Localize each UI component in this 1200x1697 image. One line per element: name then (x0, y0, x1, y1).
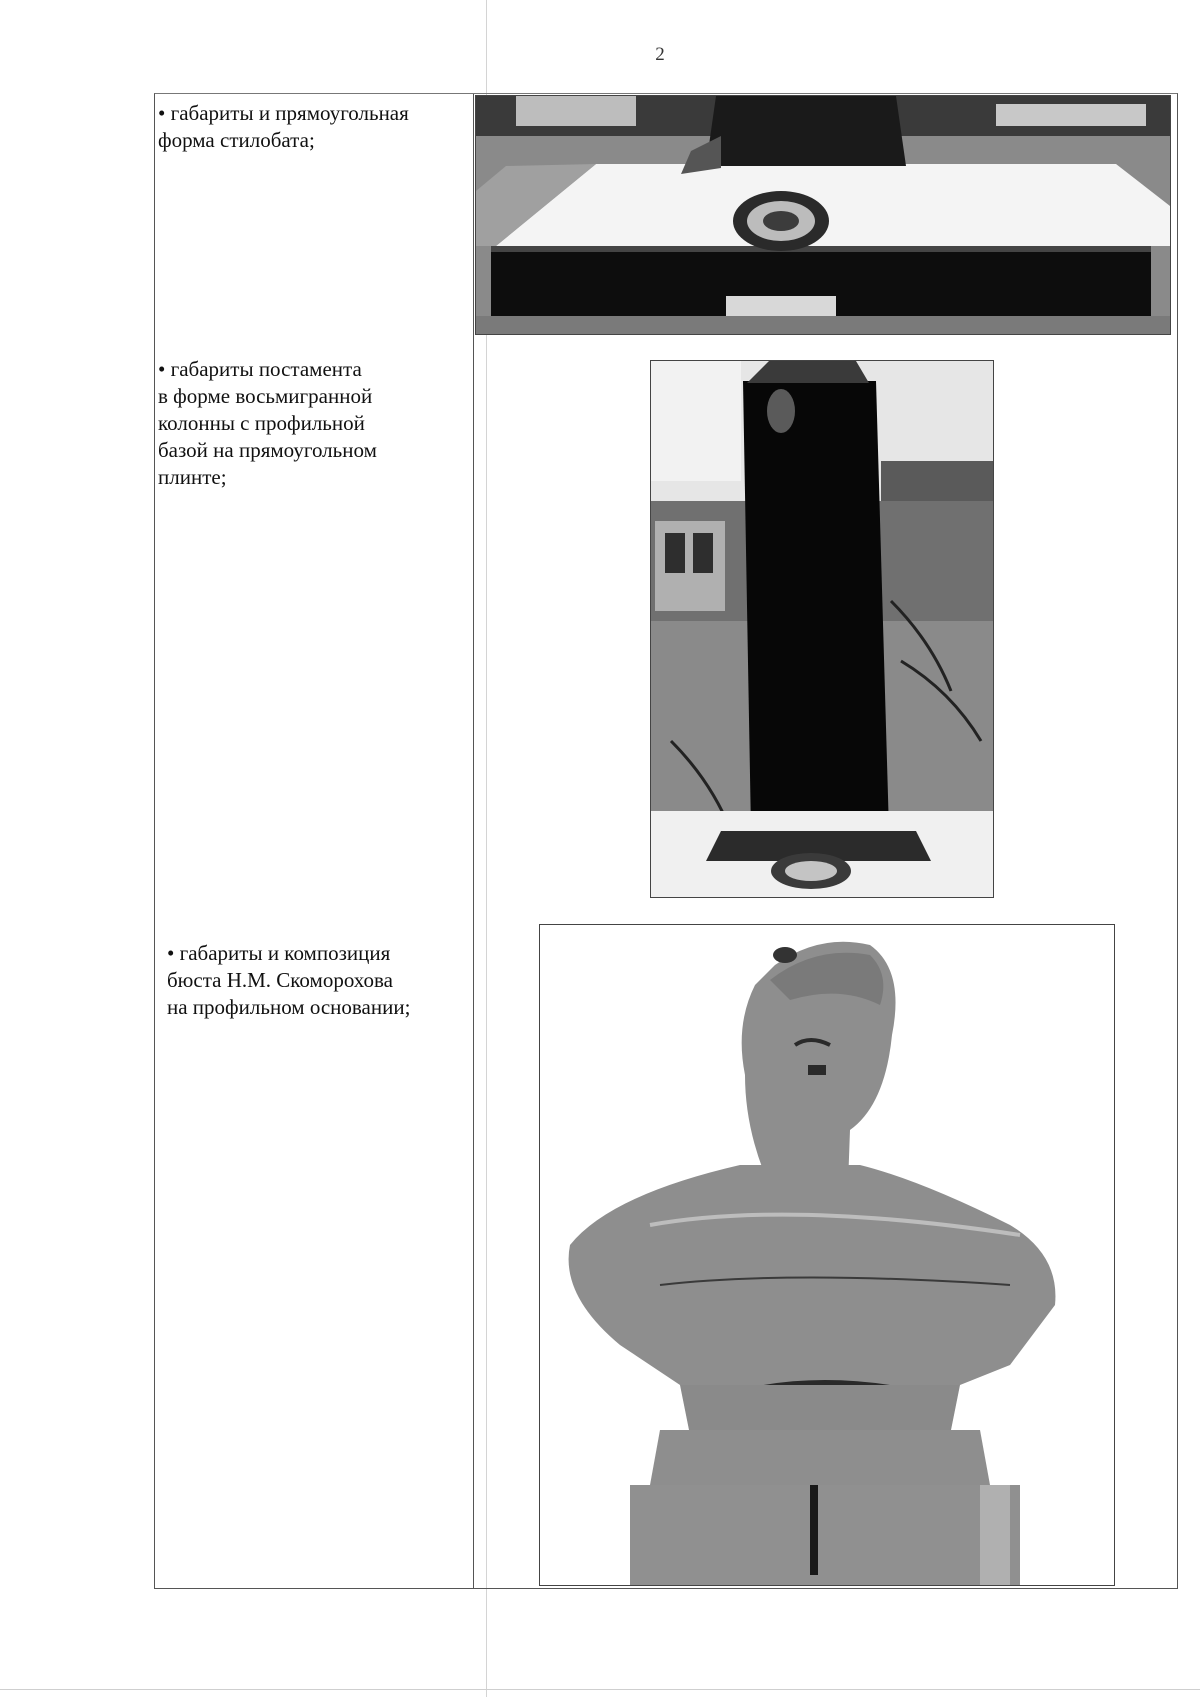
bullet: • (167, 941, 175, 965)
page-number: 2 (655, 44, 665, 65)
stylobate-photo (475, 95, 1171, 335)
row-3-text (167, 940, 467, 1021)
row-1-description: габариты и прямоугольная форма стилобата; (158, 101, 409, 152)
row-1-text (158, 100, 468, 154)
row-3-description: габариты и композиция бюста Н.М. Скоморохова на профильном основании; (167, 941, 411, 1019)
bullet: • (158, 357, 166, 381)
monument-features-table (154, 93, 1178, 1589)
row-2-text (158, 356, 458, 491)
page-bottom-line (0, 1689, 1200, 1690)
pedestal-photo (650, 360, 994, 898)
bust-photo (539, 924, 1115, 1586)
bullet: • (158, 101, 166, 125)
row-2-description: габариты постамента в форме восьмигранной колонны с профильной базой на прямоугольном плинте; (158, 357, 377, 489)
